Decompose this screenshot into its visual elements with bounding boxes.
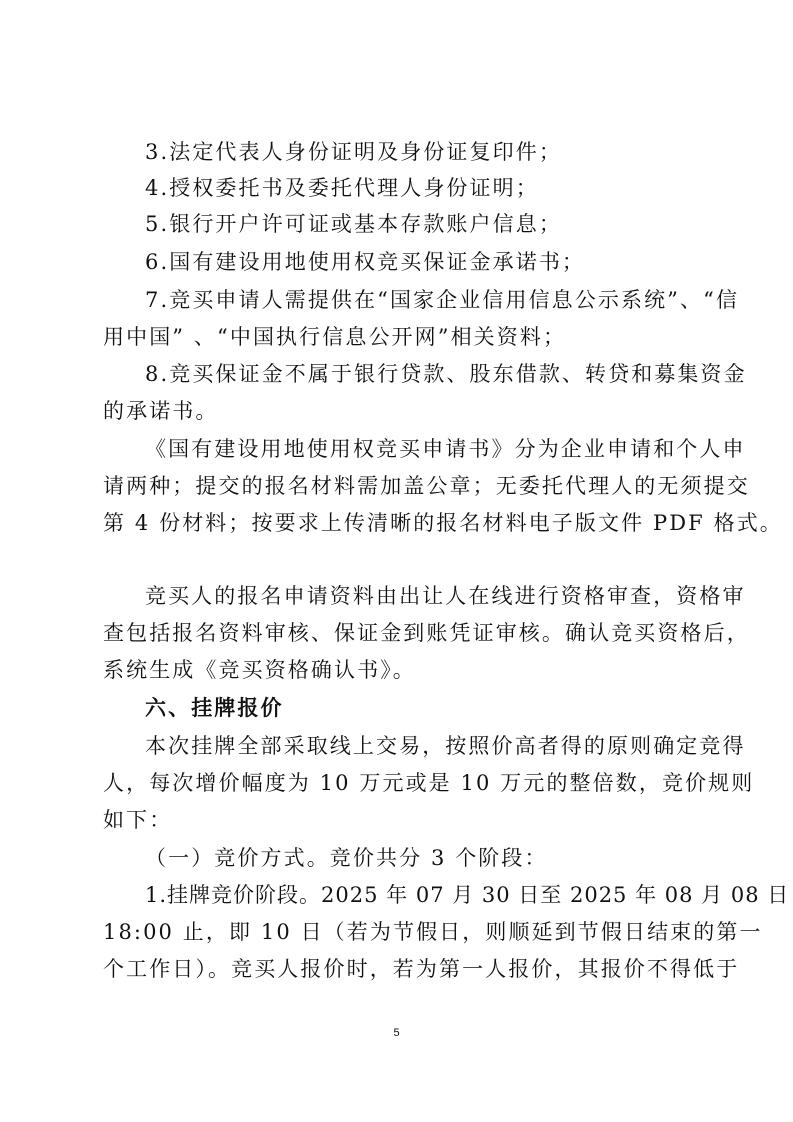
listing-paragraph-line-3: 如下： xyxy=(103,808,173,832)
listing-stage-line-2: 18:00 止，即 10 日（若为节假日，则顺延到节假日结束的第一 xyxy=(103,920,763,944)
item-7-text: 7.竞买申请人需提供在“国家企业信用信息公示系统”、“信 xyxy=(145,288,740,312)
item-8-text: 8.竞买保证金不属于银行贷款、股东借款、转贷和募集资金 xyxy=(145,362,747,386)
page-number: 5 xyxy=(393,1027,400,1039)
application-note-line-3: 第 4 份材料；按要求上传清晰的报名材料电子版文件 PDF 格式。 xyxy=(103,511,783,535)
bidding-method-subheading: （一）竞价方式。竞价共分 3 个阶段： xyxy=(145,846,548,870)
item-3-text: 3.法定代表人身份证明及身份证复印件； xyxy=(145,140,562,164)
listing-stage-line-1: 1.挂牌竞价阶段。2025 年 07 月 30 日至 2025 年 08 月 08 日 xyxy=(145,883,790,907)
application-note-line-1: 《国有建设用地使用权竞买申请书》分为企业申请和个人申 xyxy=(145,437,746,461)
listing-stage-line-3: 个工作日）。竞买人报价时，若为第一人报价，其报价不得低于 xyxy=(103,957,740,981)
item-5-text: 5.银行开户许可证或基本存款账户信息； xyxy=(145,212,562,236)
qualification-paragraph-line-3: 系统生成《竞买资格确认书》。 xyxy=(103,658,416,682)
qualification-paragraph-line-2: 查包括报名资料审核、保证金到账凭证审核。确认竞买资格后， xyxy=(103,621,750,645)
listing-paragraph-line-1: 本次挂牌全部采取线上交易，按照价高者得的原则确定竞得 xyxy=(145,734,746,758)
section-heading-listing-bid: 六、挂牌报价 xyxy=(145,696,284,720)
item-8-continuation: 的承诺书。 xyxy=(103,399,219,423)
application-note-line-2: 请两种；提交的报名材料需加盖公章；无委托代理人的无须提交 xyxy=(103,474,750,498)
qualification-paragraph-line-1: 竞买人的报名申请资料由出让人在线进行资格审查，资格审 xyxy=(145,584,746,608)
item-7-continuation: 用中国” 、“中国执行信息公开网”相关资料； xyxy=(103,325,567,349)
item-6-text: 6.国有建设用地使用权竞买保证金承诺书； xyxy=(145,250,586,274)
item-4-text: 4.授权委托书及委托代理人身份证明； xyxy=(145,176,539,200)
listing-paragraph-line-2: 人，每次增价幅度为 10 万元或是 10 万元的整倍数，竞价规则 xyxy=(103,771,755,795)
